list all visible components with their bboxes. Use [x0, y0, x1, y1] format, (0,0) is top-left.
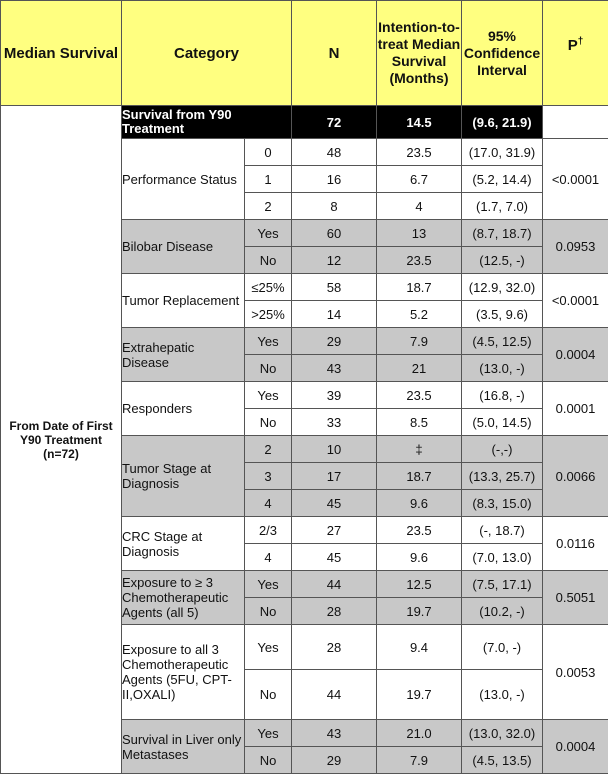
summary-ci: (9.6, 21.9) [462, 106, 543, 139]
sub-category: Yes [245, 720, 292, 747]
sub-category: >25% [245, 301, 292, 328]
n-value: 28 [292, 625, 377, 670]
median-value: ‡ [377, 436, 462, 463]
n-value: 44 [292, 571, 377, 598]
section-label: From Date of First Y90 Treatment (n=72) [1, 106, 122, 774]
group-label: Bilobar Disease [122, 220, 245, 274]
sub-category: 4 [245, 544, 292, 571]
ci-value: (7.0, -) [462, 625, 543, 670]
ci-value: (5.0, 14.5) [462, 409, 543, 436]
sub-category: No [245, 747, 292, 774]
n-value: 17 [292, 463, 377, 490]
n-value: 28 [292, 598, 377, 625]
p-value: 0.0116 [543, 517, 608, 571]
sub-category: 3 [245, 463, 292, 490]
ci-value: (4.5, 13.5) [462, 747, 543, 774]
median-value: 19.7 [377, 598, 462, 625]
sub-category: 2 [245, 193, 292, 220]
median-value: 5.2 [377, 301, 462, 328]
sub-category: 0 [245, 139, 292, 166]
n-value: 29 [292, 747, 377, 774]
median-value: 18.7 [377, 463, 462, 490]
header-p-label: P [568, 37, 578, 54]
n-value: 58 [292, 274, 377, 301]
p-value: <0.0001 [543, 274, 608, 328]
header-n: N [292, 1, 377, 106]
sub-category: Yes [245, 328, 292, 355]
median-value: 21.0 [377, 720, 462, 747]
p-value: 0.0004 [543, 720, 608, 774]
ci-value: (7.5, 17.1) [462, 571, 543, 598]
group-label: Exposure to all 3 Chemotherapeutic Agents (5FU, CPT-II,OXALI) [122, 625, 245, 720]
ci-value: (16.8, -) [462, 382, 543, 409]
summary-label: Survival from Y90 Treatment [122, 106, 292, 139]
n-value: 27 [292, 517, 377, 544]
group-label: CRC Stage at Diagnosis [122, 517, 245, 571]
sub-category: Yes [245, 625, 292, 670]
ci-value: (-, 18.7) [462, 517, 543, 544]
p-value: 0.0053 [543, 625, 608, 720]
header-itt-median: Intention-to-treat Median Survival (Months) [377, 1, 462, 106]
median-value: 8.5 [377, 409, 462, 436]
median-value: 19.7 [377, 670, 462, 720]
p-value: 0.0066 [543, 436, 608, 517]
summary-n: 72 [292, 106, 377, 139]
ci-value: (13.3, 25.7) [462, 463, 543, 490]
n-value: 10 [292, 436, 377, 463]
median-value: 18.7 [377, 274, 462, 301]
median-value: 23.5 [377, 139, 462, 166]
group-label: Exposure to ≥ 3 Chemotherapeutic Agents (all 5) [122, 571, 245, 625]
sub-category: ≤25% [245, 274, 292, 301]
group-label: Performance Status [122, 139, 245, 220]
ci-value: (13.0, -) [462, 670, 543, 720]
p-value: 0.0953 [543, 220, 608, 274]
ci-value: (17.0, 31.9) [462, 139, 543, 166]
median-value: 9.4 [377, 625, 462, 670]
ci-value: (5.2, 14.4) [462, 166, 543, 193]
sub-category: 2/3 [245, 517, 292, 544]
n-value: 45 [292, 490, 377, 517]
ci-value: (12.9, 32.0) [462, 274, 543, 301]
p-value: 0.0004 [543, 328, 608, 382]
sub-category: No [245, 409, 292, 436]
ci-value: (1.7, 7.0) [462, 193, 543, 220]
ci-value: (3.5, 9.6) [462, 301, 543, 328]
header-median-survival: Median Survival [1, 1, 122, 106]
median-value: 13 [377, 220, 462, 247]
median-value: 12.5 [377, 571, 462, 598]
ci-value: (12.5, -) [462, 247, 543, 274]
sub-category: No [245, 670, 292, 720]
sub-category: Yes [245, 571, 292, 598]
ci-value: (13.0, 32.0) [462, 720, 543, 747]
median-value: 6.7 [377, 166, 462, 193]
n-value: 48 [292, 139, 377, 166]
n-value: 44 [292, 670, 377, 720]
sub-category: No [245, 598, 292, 625]
header-p [543, 1, 608, 106]
summary-p-blank [543, 106, 608, 139]
n-value: 33 [292, 409, 377, 436]
median-value: 23.5 [377, 382, 462, 409]
ci-value: (8.3, 15.0) [462, 490, 543, 517]
sub-category: Yes [245, 220, 292, 247]
ci-value: (8.7, 18.7) [462, 220, 543, 247]
n-value: 45 [292, 544, 377, 571]
group-label: Responders [122, 382, 245, 436]
n-value: 29 [292, 328, 377, 355]
median-value: 7.9 [377, 328, 462, 355]
sub-category: No [245, 247, 292, 274]
n-value: 60 [292, 220, 377, 247]
median-value: 7.9 [377, 747, 462, 774]
ci-value: (10.2, -) [462, 598, 543, 625]
header-row [1, 1, 608, 106]
ci-value: (7.0, 13.0) [462, 544, 543, 571]
group-label: Extrahepatic Disease [122, 328, 245, 382]
ci-value: (-,-) [462, 436, 543, 463]
header-category: Category [122, 1, 292, 106]
median-value: 23.5 [377, 247, 462, 274]
sub-category: 2 [245, 436, 292, 463]
median-value: 9.6 [377, 544, 462, 571]
p-value: 0.5051 [543, 571, 608, 625]
n-value: 14 [292, 301, 377, 328]
group-label: Tumor Replacement [122, 274, 245, 328]
n-value: 39 [292, 382, 377, 409]
p-value: <0.0001 [543, 139, 608, 220]
median-value: 4 [377, 193, 462, 220]
median-value: 21 [377, 355, 462, 382]
median-value: 9.6 [377, 490, 462, 517]
median-value: 23.5 [377, 517, 462, 544]
sub-category: Yes [245, 382, 292, 409]
summary-row [1, 106, 608, 139]
dagger-mark: † [578, 36, 584, 47]
group-label: Tumor Stage at Diagnosis [122, 436, 245, 517]
n-value: 43 [292, 355, 377, 382]
sub-category: 1 [245, 166, 292, 193]
header-ci: 95% Confidence Interval [462, 1, 543, 106]
n-value: 8 [292, 193, 377, 220]
n-value: 12 [292, 247, 377, 274]
ci-value: (13.0, -) [462, 355, 543, 382]
group-label: Survival in Liver only Metastases [122, 720, 245, 774]
ci-value: (4.5, 12.5) [462, 328, 543, 355]
summary-median: 14.5 [377, 106, 462, 139]
sub-category: No [245, 355, 292, 382]
p-value: 0.0001 [543, 382, 608, 436]
n-value: 43 [292, 720, 377, 747]
sub-category: 4 [245, 490, 292, 517]
n-value: 16 [292, 166, 377, 193]
